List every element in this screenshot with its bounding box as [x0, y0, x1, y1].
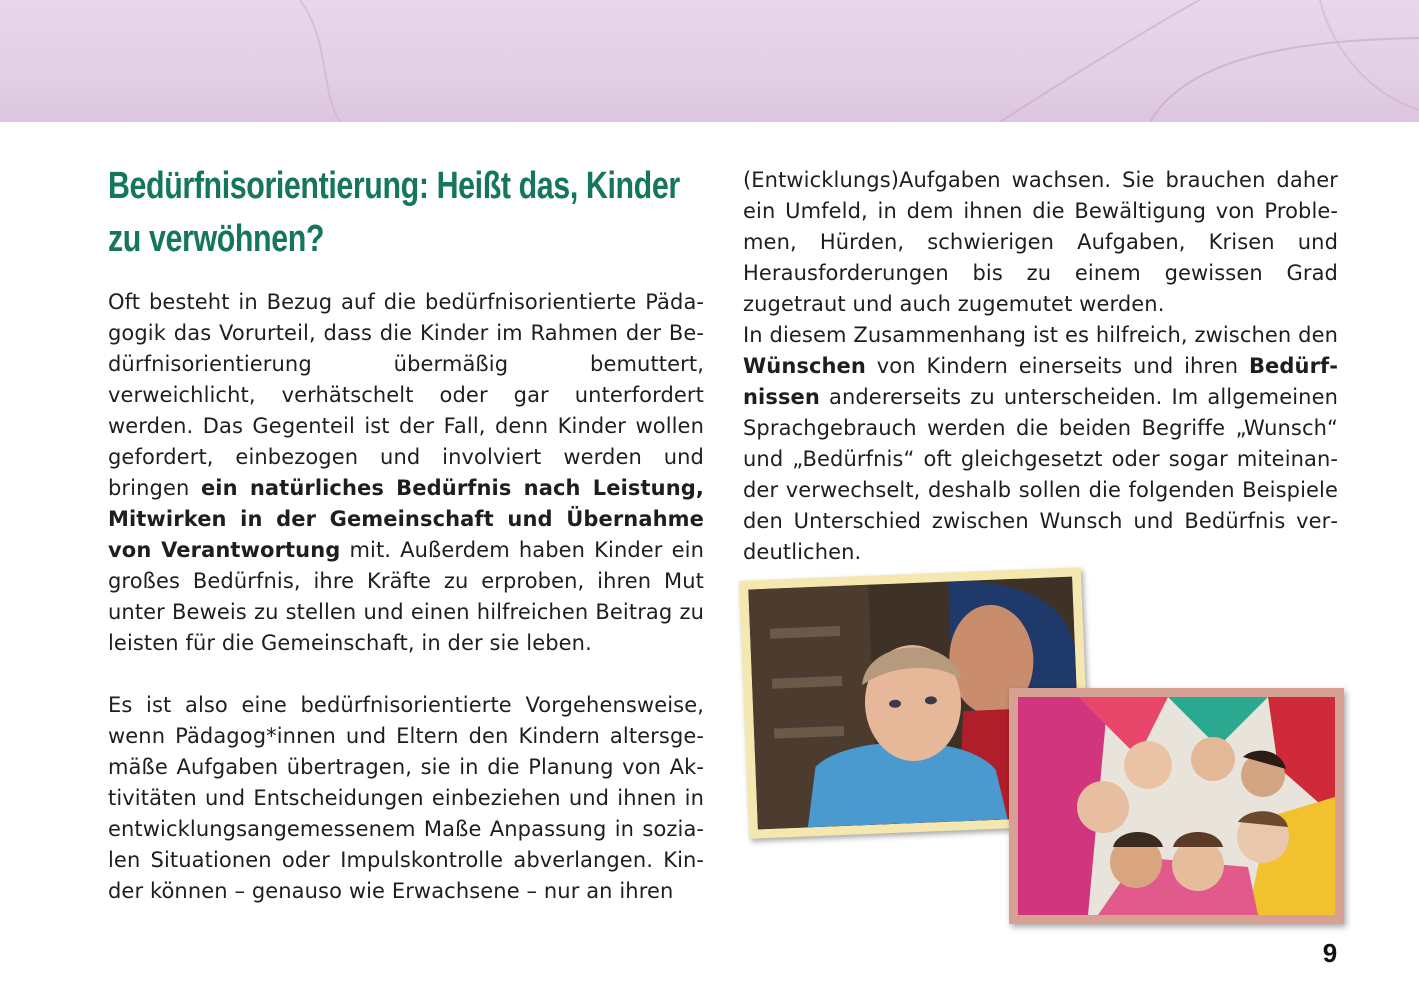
title-line-2: zu verwöhnen? — [108, 218, 325, 260]
paragraph-1-text-a: Oft besteht in Bezug auf die bedürfnisorientierte Pädagogik das Vorurteil, dass die Kinder im Rahmen der Bedürfnisorientierung übermäßig bemuttert, verweichlicht, verhätschelt oder gar unterfordert werden. Das Gegenteil ist der Fall, denn Kinder wollen gefordert, einbezogen und involviert werden und bringen — [108, 290, 704, 500]
right-text-column — [743, 165, 1338, 568]
left-text-column — [108, 287, 704, 907]
paragraph-1-text-b: mit. Außerdem haben Kinder ein großes Bedürfnis, ihre Kräfte zu erproben, ihren Mut unter Beweis zu stellen und einen hilfreichen Beitrag zu leisten für die Gemeinschaft, in der sie leben. — [108, 538, 704, 655]
paragraph-2: Es ist also eine bedürfnisorientierte Vorgehensweise, wenn Pädagog*innen und Eltern den Kindern altersgemäße Aufgaben übertragen, sie in die Planung von Aktivitäten und Entscheidungen einbeziehen und ihnen in entwicklungsangemessenem Maße Anpassung in sozialen Situationen oder Impulskontrolle abverlangen. Kinder können – genauso wie Erwachsene – nur an ihren — [108, 693, 704, 903]
paragraph-1-bold: ein natürliches Bedürfnis nach Leistung, Mitwirken in der Gemeinschaft und Übernahme von Verantwortung — [108, 476, 704, 562]
header-curves — [0, 0, 1419, 122]
paragraph-1 — [108, 287, 704, 659]
photo-children-circle — [1009, 688, 1344, 924]
paragraph-4-text-b: von Kindern einerseits und ihren — [865, 354, 1249, 378]
paragraph-4 — [743, 320, 1338, 568]
bold-wuenschen: Wünschen — [743, 354, 866, 378]
photo-children-circle-illustration — [1018, 697, 1335, 915]
decorative-header-band — [0, 0, 1419, 122]
paragraph-4-text-a: In diesem Zusammenhang ist es hilfreich, zwischen den — [743, 323, 1338, 347]
paragraph-3: (Entwicklungs)Aufgaben wachsen. Sie brauchen daher ein Umfeld, in dem ihnen die Bewältigung von Problemen, Hürden, schwierigen Aufgaben, Krisen und Herausforderungen bis zu einem gewissen Grad zugetraut und auch zugemutet werden. — [743, 168, 1338, 316]
paragraph-4-text-c: andererseits zu unterscheiden. Im allgemeinen Sprachgebrauch werden die beiden Begriffe „Wunsch“ und „Bedürfnis“ oft gleichgesetzt oder sogar miteinander verwechselt, deshalb sollen die folgenden Beispiele den Unterschied zwischen Wunsch und Bedürfnis verdeutlichen. — [743, 385, 1338, 564]
page-title — [108, 160, 708, 266]
title-line-1: Bedürfnisorientierung: Heißt das, Kinder — [108, 165, 680, 207]
bold-beduerfnissen: Bedürfnissen — [743, 354, 1338, 409]
page-number: 9 — [1322, 938, 1338, 968]
